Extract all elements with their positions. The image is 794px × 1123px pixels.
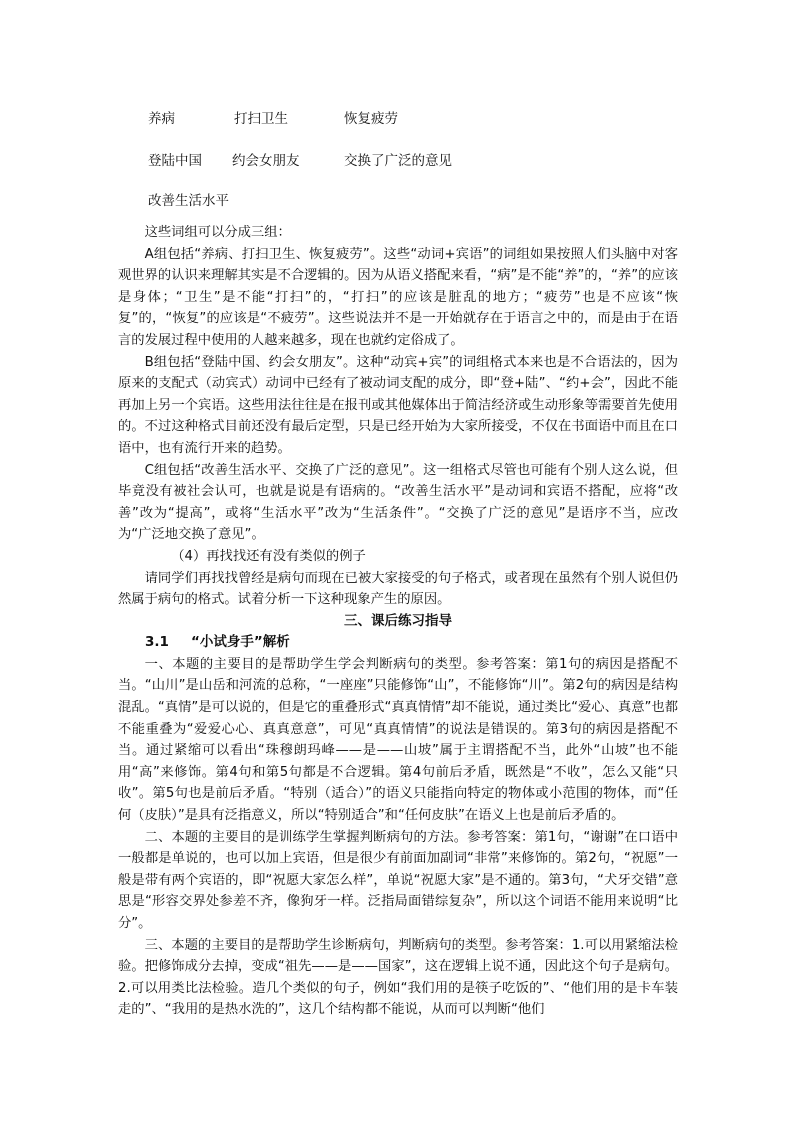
word-item: 改善生活水平 <box>148 193 229 209</box>
paragraph-item-4: 请同学们再找找曾经是病句而现在已被大家接受的句子格式，或者现在虽然有个别人说但仍然属于病句的格式。试着分析一下这种现象产生的原因。 <box>118 570 678 608</box>
subsection-3-1-heading <box>118 632 678 654</box>
paragraph-intro: 这些词组可以分成三组： <box>144 225 291 240</box>
paragraph-question-1: 一、本题的主要目的是帮助学生学会判断病句的类型。参考答案：第1句的病因是搭配不当。“山川”是山岳和河流的总称，“一座座”只能修饰“山”，不能修饰“川”。第2句的病因是结构混乱。“真情”是可以说的，但是它的重叠形式“真真情情”却不能说，通过类比“爱心、真意”也都不能重叠为“爱爱心心、真真意意”，可见“真真情情”的说法是错误的。第3句的病因是搭配不当。通过紧缩可以看出“珠穆朗玛峰——是——山坡”属于主谓搭配不当，此外“山坡”也不能用“高”来修饰。第4句和第5句都是不合逻辑。第4句前后矛盾，既然是“不收”，怎么又能“只收”。第5句也是前后矛盾。“特别（适合）”的语义只能指向特定的物体或小范围的物体，而“任何（皮肤）”是具有泛指意义，所以“特别适合”和“任何皮肤”在语义上也是前后矛盾的。 <box>118 656 678 824</box>
paragraph-group-c: C组包括“改善生活水平、交换了广泛的意见”。这一组格式尽管也可能有个别人这么说，但毕竟没有被社会认可，也就是说是有语病的。“改善生活水平”是动词和宾语不搭配，应将“改善”改为“提高”，或将“生活水平”改为“生活条件”。“交换了广泛的意见”是语序不当，应改为“广泛地交换了意见”。 <box>118 462 678 543</box>
subsection-number: 3.1 <box>145 634 169 651</box>
section-3-heading: 三、课后练习指导 <box>344 612 452 629</box>
item-4-title: （4）再找找还有没有类似的例子 <box>171 548 366 564</box>
paragraph-group-b: B组包括“登陆中国、约会女朋友”。这种“动宾+宾”的词组格式本来也是不合语法的，因为原来的支配式（动宾式）动词中已经有了被动词支配的成分，即“登+陆”、“约+会”，因此不能再加上另一个宾语。这些用法往往是在报刊或其他媒体出于简洁经济或生动形象等需要首先使用的。不过这种格式目前还没有最后定型，只是已经开始为大家所接受，不仅在书面语中而且在口语中，也有流行开来的趋势。 <box>118 354 678 456</box>
word-item: 约会女朋友 <box>232 153 300 169</box>
paragraph-group-a: A组包括“养病、打扫卫生、恢复疲劳”。这些“动词+宾语”的词组如果按照人们头脑中对客观世界的认识来理解其实是不合逻辑的。因为从语义搭配来看，“病”是不能“养”的，“养”的应该是身体；“卫生”是不能“打扫”的，“打扫”的应该是脏乱的地方；“疲劳”也是不应该“恢复”的，“恢复”的应该是“不疲劳”。这些说法并不是一开始就存在于语言之中的，而是由于在语言的发展过程中使用的人越来越多，现在也就约定俗成了。 <box>118 246 678 348</box>
word-item: 打扫卫生 <box>234 111 288 127</box>
paragraph-question-3: 三、本题的主要目的是帮助学生诊断病句，判断病句的类型。参考答案：1.可以用紧缩法检验。把修饰成分去掉，变成“祖先——是——国家”，这在逻辑上说不通，因此这个句子是病句。2.可以用类比法检验。造几个类似的句子，例如“我们用的是筷子吃饭的”、“他们用的是卡车装走的”、“我用的是热水洗的”，这几个结构都不能说，从而可以判断“他们 <box>118 937 678 1018</box>
body-text <box>118 222 678 1021</box>
subsection-title: “小试身手”解析 <box>191 634 290 651</box>
paragraph-question-2: 二、本题的主要目的是训练学生掌握判断病句的方法。参考答案：第1句，“谢谢”在口语中一般都是单说的，也可以加上宾语，但是很少有前面加副词“非常”来修饰的。第2句，“祝愿”一般是带有两个宾语的，即“祝愿大家怎么样”，单说“祝愿大家”是不通的。第3句，“犬牙交错”意思是“形容交界处参差不齐，像狗牙一样。泛指局面错综复杂”，所以这个词语不能用来说明“比分”。 <box>118 829 678 931</box>
word-item: 恢复疲劳 <box>344 111 398 127</box>
word-item: 登陆中国 <box>148 153 202 169</box>
word-item: 交换了广泛的意见 <box>344 153 452 169</box>
word-item: 养病 <box>148 111 175 127</box>
